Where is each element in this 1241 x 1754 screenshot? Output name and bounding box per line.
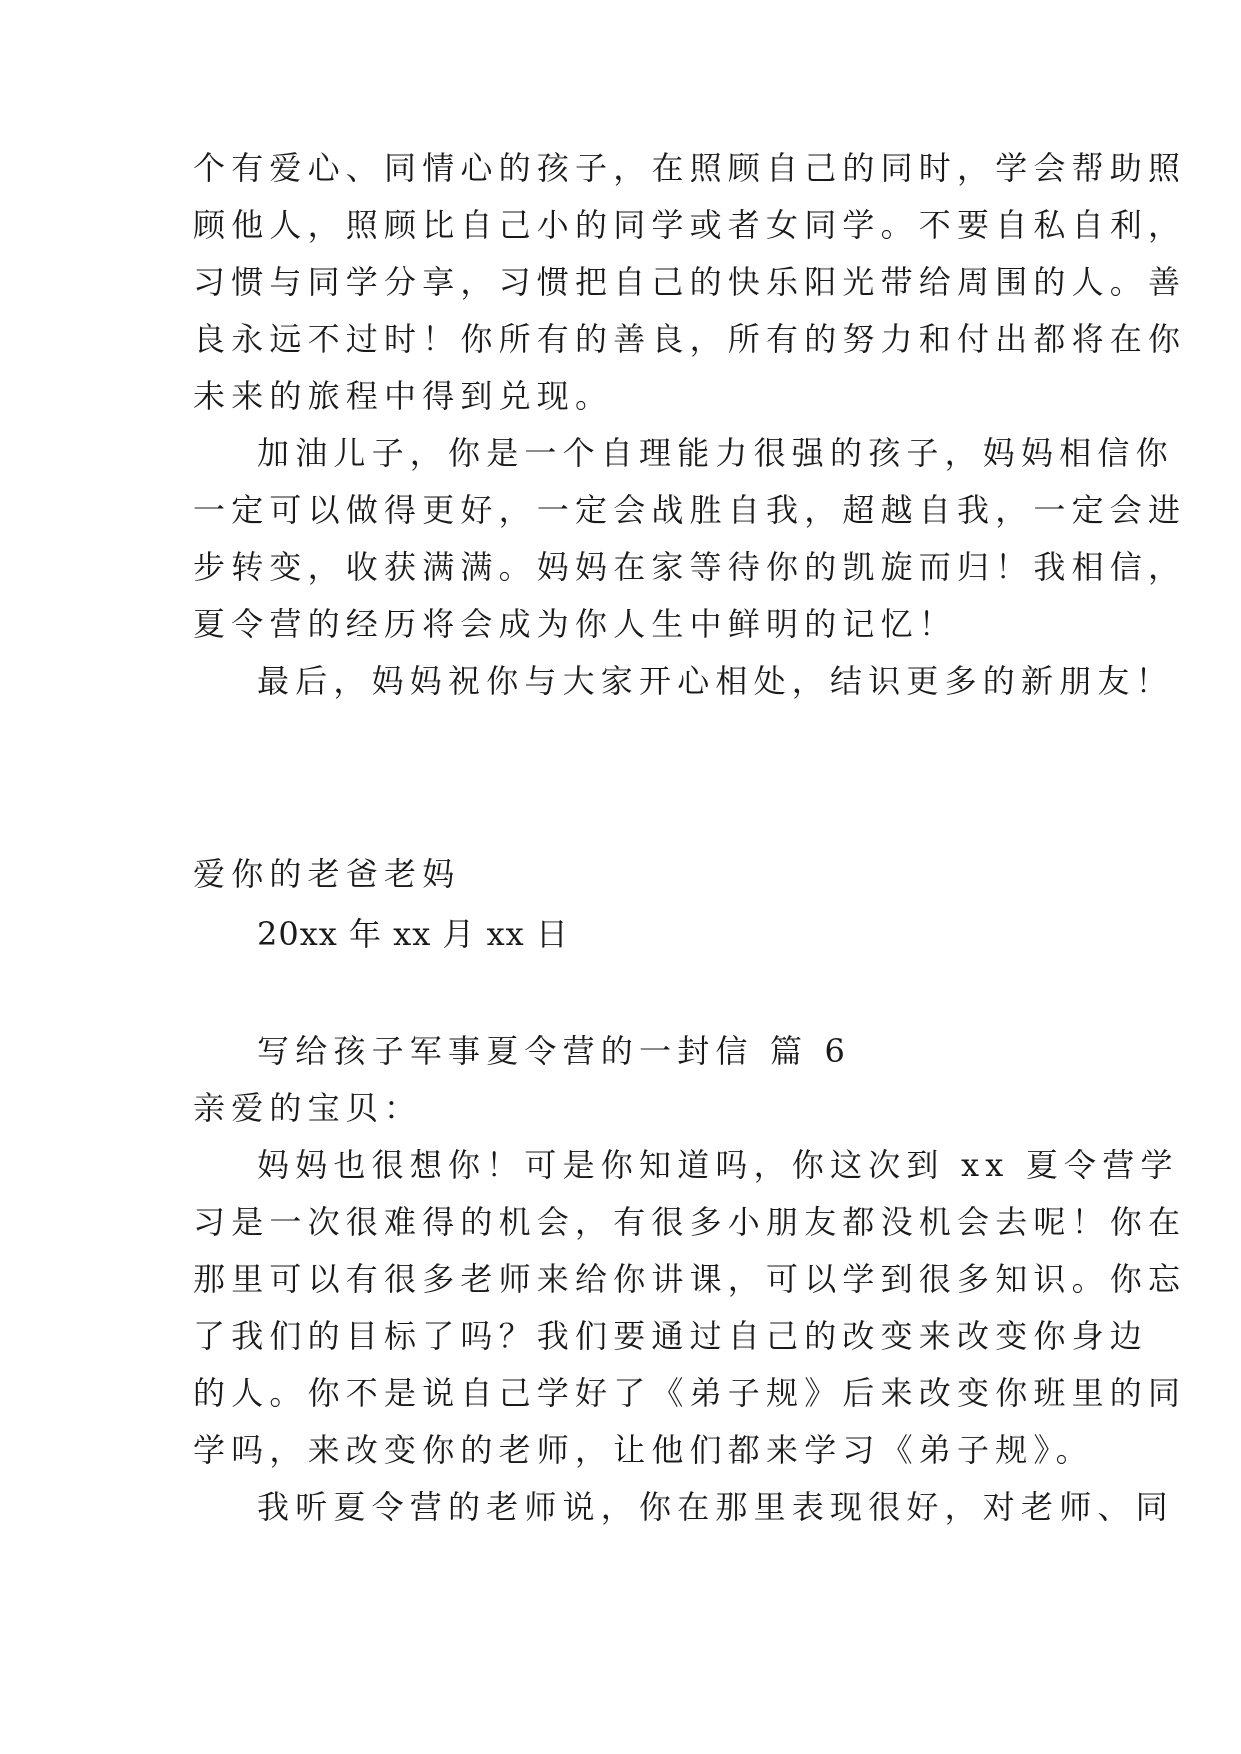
paragraph-2-line-2: 一定可以做得更好，一定会战胜自我，超越自我，一定会进	[193, 491, 1187, 529]
paragraph-4-line-6: 学吗，来改变你的老师，让他们都来学习《弟子规》。	[193, 1431, 1094, 1469]
paragraph-4-line-3: 那里可以有很多老师来给你讲课，可以学到很多知识。你忘	[193, 1260, 1187, 1298]
signature: 爱你的老爸老妈	[193, 855, 461, 893]
paragraph-4-line-5: 的人。你不是说自己学好了《弟子规》后来改变你班里的同	[193, 1374, 1187, 1412]
paragraph-3-line-1: 最后，妈妈祝你与大家开心相处，结识更多的新朋友！	[257, 662, 1174, 700]
paragraph-2-line-1: 加油儿子，你是一个自理能力很强的孩子，妈妈相信你	[257, 434, 1174, 472]
paragraph-1-line-2: 顾他人，照顾比自己小的同学或者女同学。不要自私自利，	[193, 206, 1187, 244]
paragraph-4-line-2: 习是一次很难得的机会，有很多小朋友都没机会去呢！你在	[193, 1203, 1187, 1241]
date: 20xx 年 xx 月 xx 日	[257, 915, 569, 953]
paragraph-4-line-4: 了我们的目标了吗？我们要通过自己的改变来改变你身边	[193, 1317, 1149, 1355]
paragraph-5-line-1: 我听夏令营的老师说，你在那里表现很好，对老师、同	[257, 1488, 1174, 1526]
salutation: 亲爱的宝贝：	[193, 1089, 423, 1127]
paragraph-4-line-1: 妈妈也很想你！可是你知道吗，你这次到 xx 夏令营学	[257, 1146, 1179, 1184]
section-title: 写给孩子军事夏令营的一封信 篇 6	[257, 1032, 852, 1070]
paragraph-2-line-4: 夏令营的经历将会成为你人生中鲜明的记忆！	[193, 605, 958, 643]
paragraph-2-line-3: 步转变，收获满满。妈妈在家等待你的凯旋而归！我相信，	[193, 548, 1187, 586]
paragraph-1-line-4: 良永远不过时！你所有的善良，所有的努力和付出都将在你	[193, 320, 1187, 358]
paragraph-1-line-1: 个有爱心、同情心的孩子，在照顾自己的同时，学会帮助照	[193, 149, 1187, 187]
paragraph-1-line-5: 未来的旅程中得到兑现。	[193, 377, 614, 415]
paragraph-1-line-3: 习惯与同学分享，习惯把自己的快乐阳光带给周围的人。善	[193, 263, 1187, 301]
